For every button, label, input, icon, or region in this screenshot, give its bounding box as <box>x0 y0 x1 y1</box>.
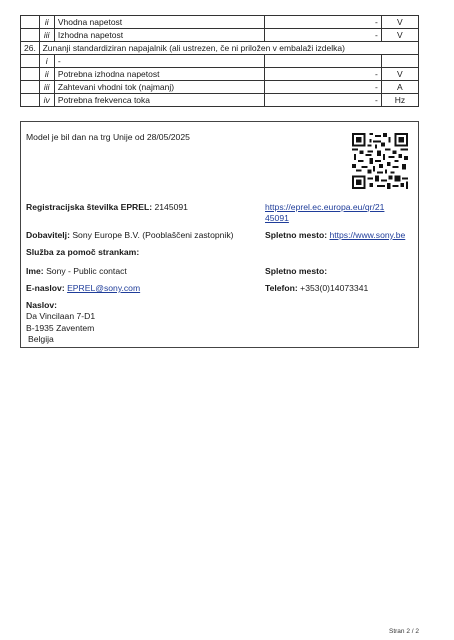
spec-roman: ii <box>39 68 54 81</box>
spec-value: - <box>264 68 381 81</box>
spec-unit <box>381 55 418 68</box>
registration-label: Registracijska številka EPREL: <box>26 202 153 212</box>
spec-number <box>21 55 40 68</box>
spec-value: - <box>264 29 381 42</box>
supplier-value: Sony Europe B.V. (Pooblaščeni zastopnik) <box>72 230 234 240</box>
phone-row <box>265 283 368 294</box>
spec-value: - <box>264 16 381 29</box>
spec-table <box>20 15 419 107</box>
spec-number: 26. <box>21 42 40 55</box>
spec-section-title: Zunanji standardiziran napajalnik (ali ustrezen, če ni priložen v embalaži izdelka) <box>39 42 418 55</box>
email-link[interactable]: EPREL@sony.com <box>67 283 141 293</box>
contact-name-label: Ime: <box>26 266 44 276</box>
spec-row <box>21 68 419 81</box>
email-row <box>26 283 140 294</box>
phone-label: Telefon: <box>265 283 298 293</box>
spec-label: Vhodna napetost <box>54 16 264 29</box>
spec-label: Potrebna frekvenca toka <box>54 94 264 107</box>
spec-row <box>21 29 419 42</box>
address-heading: Naslov: <box>26 300 58 310</box>
spec-label: Izhodna napetost <box>54 29 264 42</box>
phone-value: +353(0)14073341 <box>300 283 369 293</box>
spec-label: Potrebna izhodna napetost <box>54 68 264 81</box>
supplier-row <box>26 230 233 241</box>
eprel-info-box <box>20 121 419 348</box>
qr-code-icon <box>352 132 408 190</box>
spec-unit: A <box>381 81 418 94</box>
spec-label: - <box>54 55 264 68</box>
spec-roman: iv <box>39 94 54 107</box>
address-line-1: Da Vincilaan 7-D1 <box>26 311 96 321</box>
spec-value: - <box>264 81 381 94</box>
spec-number <box>21 68 40 81</box>
support-website-label: Spletno mesto: <box>265 266 328 276</box>
spec-value: - <box>264 94 381 107</box>
spec-row <box>21 81 419 94</box>
spec-roman: i <box>39 55 54 68</box>
eprel-link-line-1[interactable]: https://eprel.ec.europa.eu/qr/21 <box>265 202 385 212</box>
spec-row <box>21 94 419 107</box>
customer-support-heading: Služba za pomoč strankam: <box>26 247 140 257</box>
spec-row <box>21 16 419 29</box>
spec-roman: iii <box>39 81 54 94</box>
contact-name-value: Sony - Public contact <box>46 266 127 276</box>
registration-value: 2145091 <box>154 202 188 212</box>
spec-row <box>21 42 419 55</box>
market-date-text: Model je bil dan na trg Unije od 28/05/2025 <box>26 132 190 142</box>
spec-row <box>21 55 419 68</box>
support-website-row <box>265 266 327 277</box>
page-number: Stran 2 / 2 <box>389 628 419 635</box>
spec-number <box>21 16 40 29</box>
spec-number <box>21 81 40 94</box>
spec-roman: ii <box>39 16 54 29</box>
supplier-label: Dobavitelj: <box>26 230 70 240</box>
spec-roman: iii <box>39 29 54 42</box>
address-line-3: Belgija <box>28 334 54 344</box>
website-label: Spletno mesto: <box>265 230 328 240</box>
spec-unit: V <box>381 16 418 29</box>
website-link[interactable]: https://www.sony.be <box>329 230 406 240</box>
website-row <box>265 230 405 241</box>
eprel-link-line-2[interactable]: 45091 <box>265 213 289 223</box>
address-line-2: B-1935 Zaventem <box>26 323 95 333</box>
spec-value <box>264 55 381 68</box>
spec-label: Zahtevani vhodni tok (najmanj) <box>54 81 264 94</box>
spec-number <box>21 94 40 107</box>
spec-number <box>21 29 40 42</box>
contact-name-row <box>26 266 127 277</box>
email-label: E-naslov: <box>26 283 65 293</box>
spec-unit: Hz <box>381 94 418 107</box>
spec-unit: V <box>381 68 418 81</box>
spec-unit: V <box>381 29 418 42</box>
registration-number-row <box>26 202 188 213</box>
